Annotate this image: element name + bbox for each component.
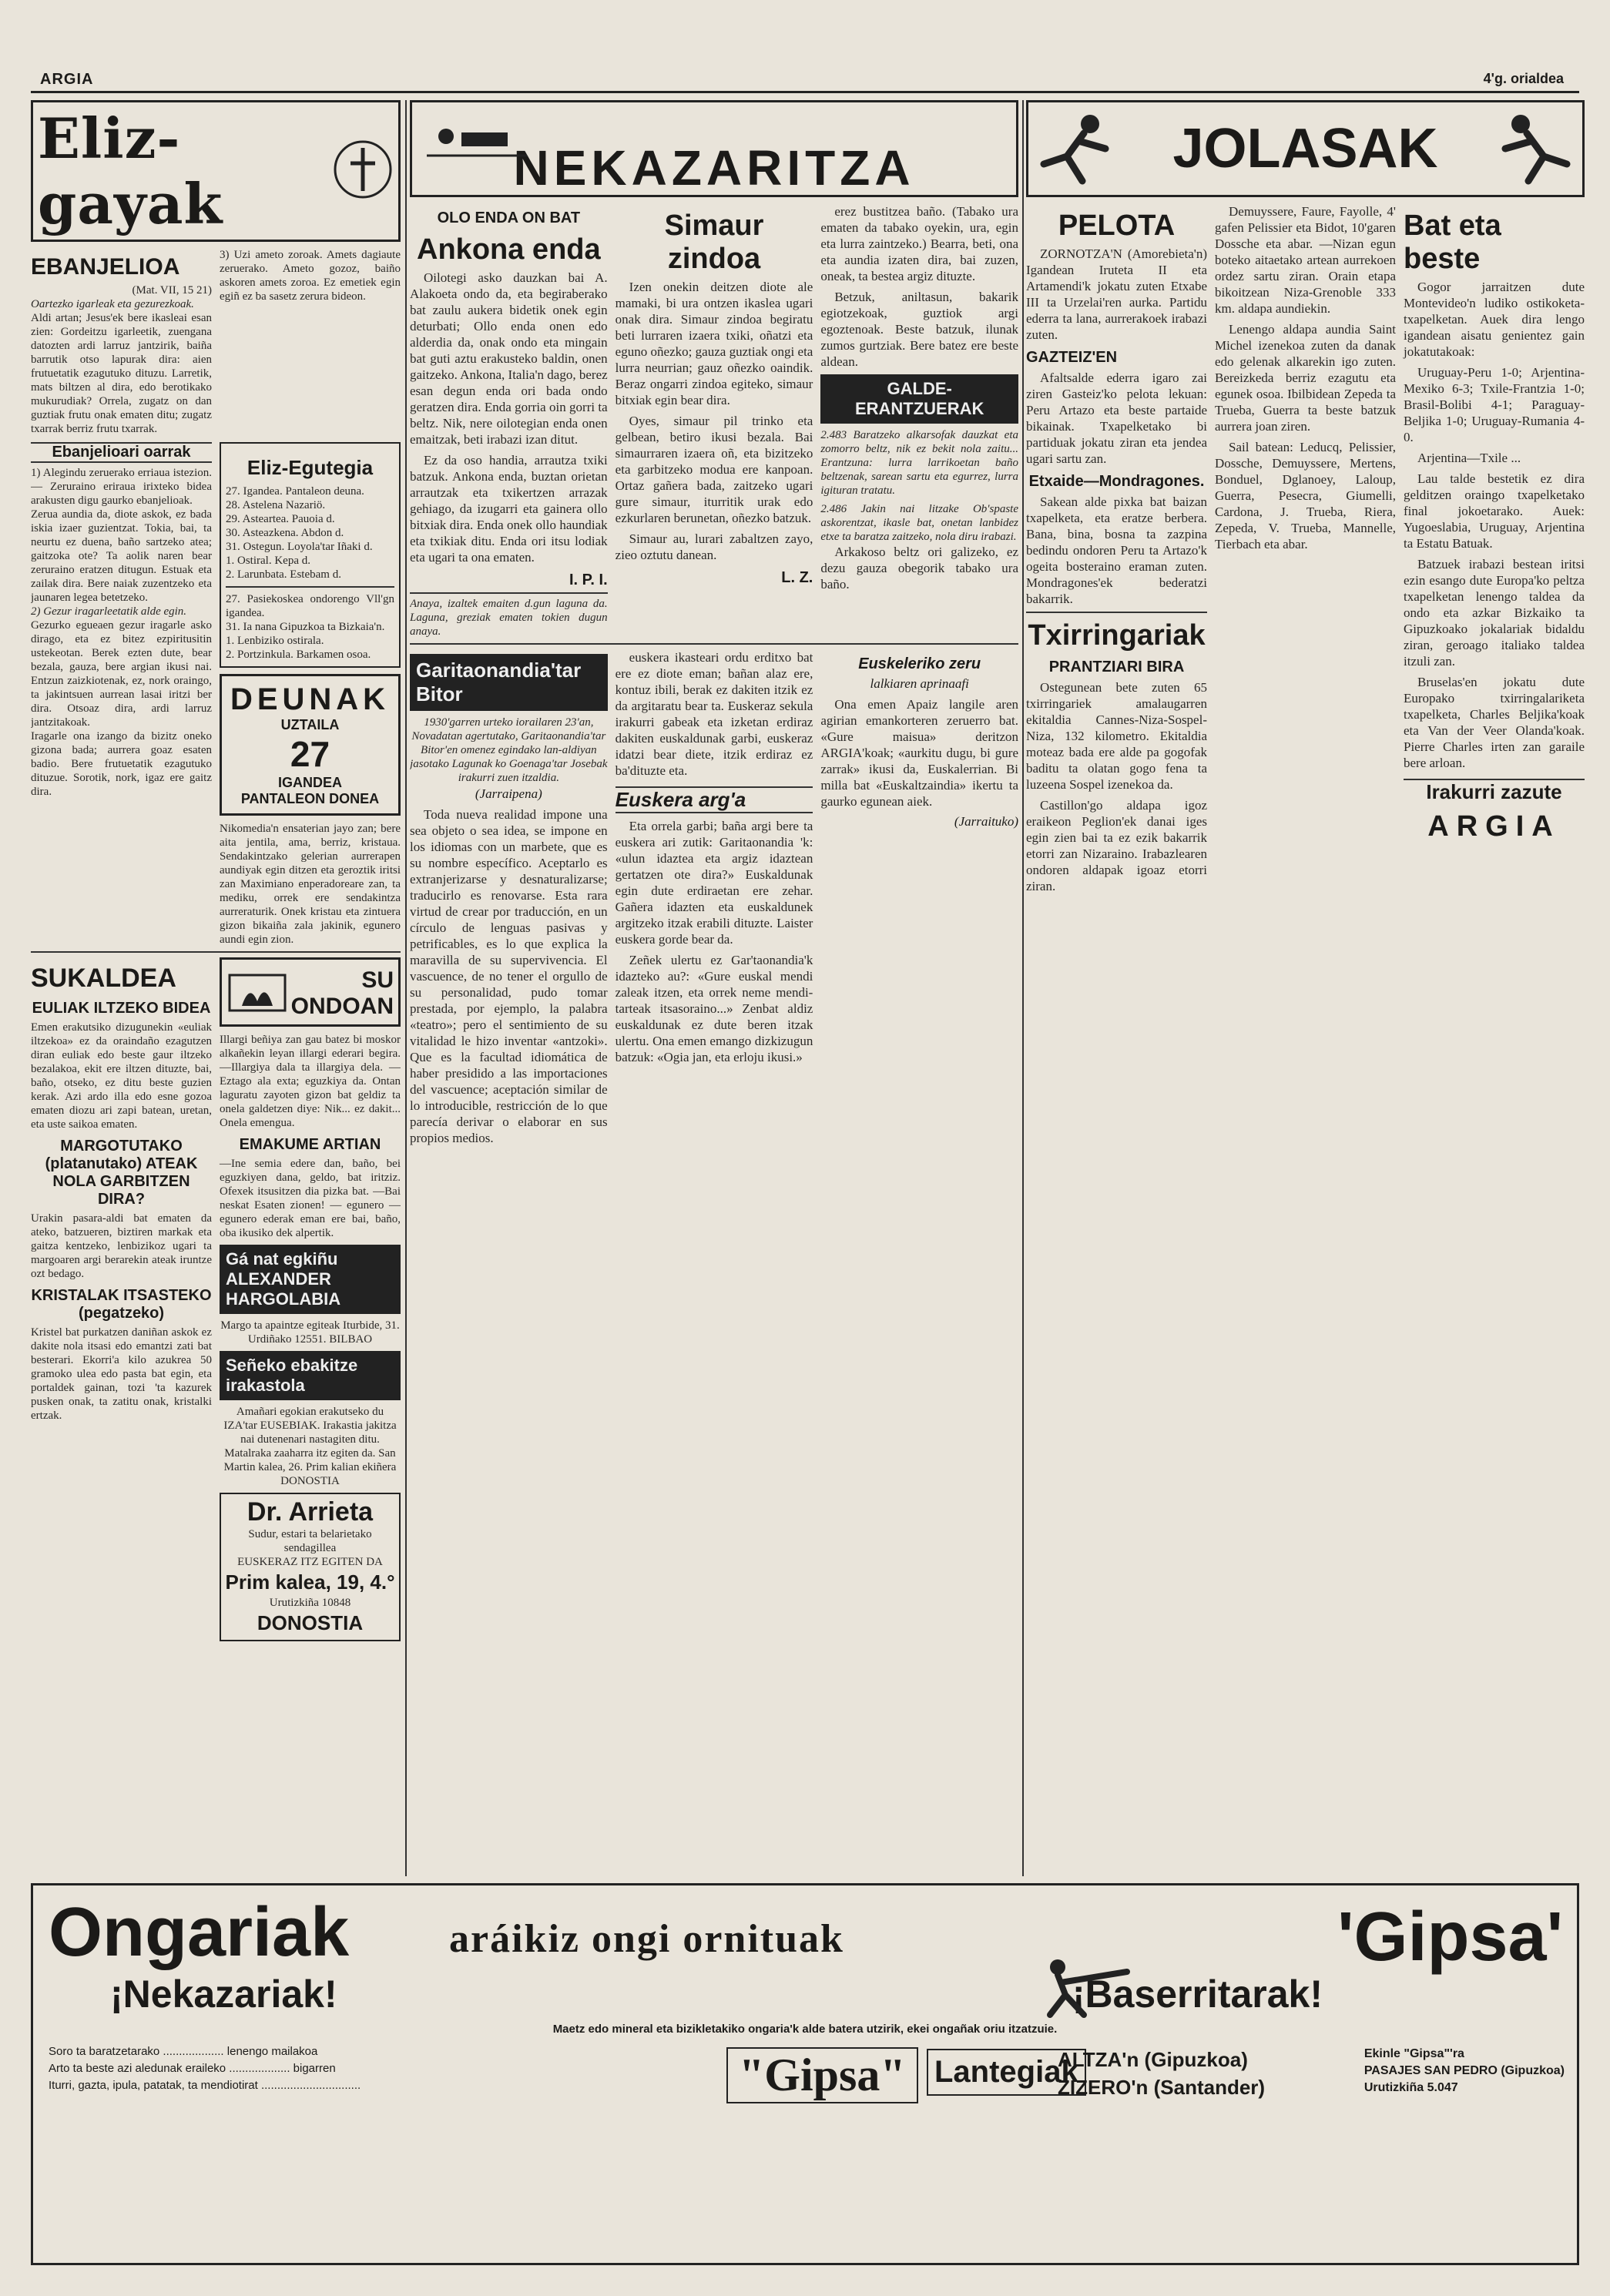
simaur-heading: Simaur zindoa bbox=[664, 209, 764, 275]
txirringariak-text-2: Castillon'go aldapa igoz eraikeon Peglion'ek danai iges egin zien bai ta ez ezik bakarrik etorri zan Nizaraino. Irabazlearen ondoren aldapak igoaz etorri ziran. bbox=[1026, 798, 1207, 893]
gipsa-advertisement bbox=[31, 1883, 1579, 2265]
gazteiz-heading: GAZTEIZ'EN bbox=[1026, 349, 1118, 366]
ankona-signature: I. P. I. bbox=[569, 571, 608, 588]
right-text: Demuyssere, Faure, Fayolle, 4' gafen Pelissier eta Bidot, 10'garen Dossche eta abar. —Nizan egun boteko aitaetako artean aurrekoen ordez sartu ziran. Orain etapa bikoitzean Niza-Grenoble 333 km. aldapa aundiekin. bbox=[1215, 204, 1396, 316]
ad-use-line: Soro ta baratzetarako ................... lenengo mailakoa bbox=[49, 2045, 318, 2058]
ankona-text-2: Ez da oso handia, arrautza txiki batzuk. Ankona enda, buztan orietan arrautzak eta txikertzen arrazak gehiago, da izugarri eta gainera ollo bitxiak dira. Enda onek ollo haundiak eta txikiak ditu. Enda ori itsu lodiak eta ugari ta ona ematen. bbox=[410, 453, 608, 565]
jolasak-banner bbox=[1026, 100, 1585, 197]
sower-icon bbox=[1035, 1956, 1142, 2021]
oarrak-2: 2) Gezur iragarleetatik alde egin. bbox=[31, 605, 187, 618]
ad-ongariak: Ongariak bbox=[49, 1894, 350, 1971]
su-ondoan-header bbox=[220, 957, 401, 1027]
farmer-plough-icon bbox=[423, 113, 531, 163]
ad-alexander-text: Margo ta apaintze egiteak Iturbide, 31. Urdiñako 12551. BILBAO bbox=[220, 1319, 400, 1346]
bat-text: Gogor jarraitzen dute Montevideo'n ludiko ostikoketa-txapelketan. Auek dira lengo igandean aisatu genientez gain jokatutakoak: bbox=[1404, 280, 1585, 359]
txirringariak-text: Ostegunean bete zuten 65 txirringariek amalaugarren ekitaldia Cannes-Niza-Sospel-Niza, 132 kilometro. Ekitaldia moteaz bada ere alde pa gogofak baditu ta olatan gogo fena ta luzeena Sospel izenekoa da. bbox=[1026, 680, 1207, 792]
ebanjelioa-heading: EBANJELIOA bbox=[31, 254, 180, 280]
anaya-quote: Anaya, izaltek emaiten d.gun laguna da. Laguna, greziak ematen tokien dugun anaya. bbox=[410, 592, 608, 639]
ad-baserritarak: ¡Baserritarak! bbox=[1072, 1973, 1323, 2016]
ad-gipsa-small: "Gipsa" bbox=[726, 2047, 918, 2103]
deunak-heading: DEUNAK bbox=[230, 682, 391, 716]
euskal-left-text: euskera ikasteari ordu erditxo bat ere ez diote eman; bañan alaz ere, kontuz ibili, berak ez dakiten itzik ez da argitaratu bear ta. Euskeraz sekula irakurri gabeak eta izketan erdiraz dakiten euskaldunak garbi, euskeraz idatzi bear diete, itzik erdiraz ez ba'dituzte eta. bbox=[615, 650, 813, 778]
euskera-argia-heading: Euskera arg'a bbox=[615, 786, 813, 813]
church-icon bbox=[332, 139, 394, 203]
ad-ekin-3: Urutizkiña 5.047 bbox=[1363, 2081, 1458, 2094]
bat-text-4: Bruselas'en jokatu dute Europako txirringalariketa txapelketa, Charles Beljika'koak eta Van der Veer Olanda'koak. Pierre Charles irten zan garaile bere arloan. bbox=[1404, 675, 1585, 770]
simaur-text-2: Oyes, simaur pil trinko eta gelbean, betiro ikusi bezala. Bai simaurraren izaera oñ, eta bizitzeko eta garbitzeko modua ere kanpoan. Ortaz gañera bada, zaitzeko ugari gure simaur, iturritik urak edo ezkurlaren berunetan, oñezko batzuk. bbox=[615, 414, 813, 525]
ad-lantegiak: Lantegiak bbox=[927, 2049, 1086, 2096]
deunak-day: 27 bbox=[290, 734, 330, 774]
egutegia-item: 29. Asteartea. Pauoia d. bbox=[226, 513, 335, 525]
runner-icon bbox=[1036, 110, 1121, 190]
ad-seneko-title: Señeko ebakitze irakastola bbox=[220, 1351, 401, 1400]
egutegia-list-2 bbox=[226, 592, 394, 662]
margotutako-heading: MARGOTUTAKO (platanutako) ATEAK NOLA GARBITZEN DIRA? bbox=[45, 1138, 198, 1208]
argia-footer: ARGIA bbox=[1427, 810, 1561, 843]
oarrak-heading: Ebanjelioari oarrak bbox=[31, 442, 212, 463]
egutegia-item: 27. Igandea. Pantaleon deuna. bbox=[226, 485, 364, 498]
garitaonandia-jarraipena: (Jarraipena) bbox=[475, 786, 542, 801]
baituz-text: erez bustitzea baño. (Tabako ura ematen da tabako oyekin, ura, egin eta lurra zaintzeko.) Bearra, beti, ona eta aundia izaten dira, bai zuzen, oneak, ta bestea argiz dituzte. bbox=[820, 204, 1018, 283]
euskera-text: Eta orrela garbi; baña argi bere ta euskera ari zutik: Garitaonandia 'k: «ulun idaztea eta argiz idaztean gertatzen ote dira?» Euskaldunak egin dute erdiraetan ere zehar. Gañera idazten eta euskaldunek argitzeko itzak erabili dituzte. Laister euskera gorde bear da. bbox=[615, 819, 813, 947]
ad-arrieta-addr: Prim kalea, 19, 4.° bbox=[225, 1570, 395, 1594]
kristalak-text: Kristel bat purkatzen daniñan askok ez dakite nola itsasi edo emantzi zati bat besterari. Ekorri'a kilo azukrea 50 gramoko ulea edo pasta bat egin, eta portaldek gainan, tozi 'ta kazurek pusken onak, ta zatitu onak, kristalki ertzak. bbox=[31, 1326, 212, 1422]
euliak-text: Emen erakutsiko dizugunekin «euliak iltzekoa» ez da oraindaño ezagutzen diran euliak edo beste gaur iltzeko bezalakoa, ekit ere iltzen dituzte, bai, baño, otseko, ez ditu beste guzien kerak. Azi ardo illa edo esne gozoa ematen diozu ari zapi batean, uretan, eta uste saikoa ematen. bbox=[31, 1021, 212, 1131]
euskaleriko-sub: lalkiaren aprinaafi bbox=[870, 676, 969, 691]
ad-araikiz: aráikiz ongi ornituak bbox=[449, 1917, 844, 1961]
ad-factory-locations bbox=[1058, 2046, 1265, 2101]
bat-eta-beste-heading: Bat eta beste bbox=[1404, 209, 1501, 275]
ebanjelioa-items: 3) Uzi ameto zoroak. Amets dagiaute zeruerako. Ameto gozoz, baiño askoren amets zoroa. Ez emetiek egin egiñ ez ba sasetz zerura bideon. bbox=[220, 249, 401, 303]
bat-results: Uruguay-Peru 1-0; Arjentina-Mexiko 6-3; Txile-Frantzia 1-0; Brasil-Bolibi 4-1; Paraguay-Beljika 1-0; Uruguay-Rumania 4-0. bbox=[1404, 365, 1585, 444]
pelota-text: ZORNOTZA'N (Amorebieta'n) Igandean Iruteta II eta Artamendi'k jokatu zuten Etxabe III ta Urzelai'ren aurka. Partidu ederra ta lana, aurrerakoek irabazi zuten. bbox=[1026, 246, 1207, 342]
oarrak-text: Zerua aundia da, diote askok, ez bada iskia izaer guzientzat. Tokia, bai, ta neurtu ez duena, baño sartzeko atea; gaitzoka ote? Ta aolik naren bear zeruraino eratzen ditugun. Estuak eta zailak dira. Bere naiak zuzentzeko eta jaunaren legea betetzeko. bbox=[31, 508, 212, 604]
column-religion bbox=[31, 100, 401, 1876]
jolasak-title: JOLASAK bbox=[1172, 118, 1438, 179]
emakume-text: —Ine semia edere dan, baño, bei eguzkiyen dana, geldo, bat iritziz. Ofexek itsusitzen dia pizka bat. —Bai neskat Esaten zionen! — egunero — egunero ederak eman ere bai, baño, oba ikusiko dek alpertik. bbox=[220, 1158, 401, 1239]
txirringariak-results: Sail batean: Leducq, Pelissier, Dossche, Demuyssere, Mertens, Bonduel, Dglanoey, Laloup, Guerra, Pesecra, Giumelli, Cardona, J. Trueba, Riera, Zepeda, V. Trueba, Mannelle, Tierbach eta abar. bbox=[1215, 440, 1396, 551]
column-sports bbox=[1026, 100, 1585, 1876]
garitaonandia-heading: Garitaonandia'tar Bitor bbox=[410, 654, 608, 711]
su-ondoan-heading: SU ONDOAN bbox=[290, 967, 394, 1019]
bat-text-3: Batzuek irabazi bestean iritsi ezin esango dute Europa'ko peltza txapelketan lenengo taldea da ondo eta azkar Bizkaiko ta Gipuzkoako jokalariak bidaldu ziran, geroago italiako taldea itzuli zan. bbox=[1404, 557, 1585, 669]
egutegia-heading: Eliz-Egutegia bbox=[247, 456, 374, 479]
section-title-eliz-gayak: Eliz-gayak bbox=[38, 106, 223, 236]
ad-nekazariak: ¡Nekazariak! bbox=[110, 1973, 337, 2016]
olo-enda-kicker: OLO ENDA ON BAT bbox=[437, 209, 581, 226]
deunak-text: Nikomedia'n ensaterian jayo zan; bere aita jentila, ama, berriz, kristaua. Sendakintzako gelerian aurrerapen aundiyak egin ditzen eta geroztik iritsi zan Maximiano enperadoreare zan, ta mediku, orrek ere sendakintza aurreraturik. Onek kristau eta zintuera gizon bikaiña zala jakinik, egunero aundi egin zion. bbox=[220, 823, 401, 946]
sukaldea-heading: SUKALDEA bbox=[31, 964, 176, 993]
egutegia-item: 28. Astelena Nazariö. bbox=[226, 499, 326, 511]
bat-text-2: Lau talde bestetik ez dira gelditzen oraingo txapelketako final jokoetarako. Auek: Yugoeslabia, Uruguay, Arjentina ta Estatu Batuak. bbox=[1404, 471, 1585, 551]
egutegia-item: 30. Asteazkena. Abdon d. bbox=[226, 527, 344, 539]
margotutako-text: Urakin pasara-aldi bat ematen da ateko, batzueren, biztiren markak eta gaitza kentzeko, lenbizikoz ugari ta margoaren argi berarekin ateak iruntze ozt bedago. bbox=[31, 1212, 212, 1280]
simaur-text-3: Simaur au, lurari zabaltzen zayo, zieo oztutu danean. bbox=[615, 531, 813, 562]
column-divider bbox=[405, 100, 407, 1876]
prantziari-bira-heading: PRANTZIARI BIRA bbox=[1048, 659, 1185, 675]
pelota-more: Sakean alde pixka bat baizan txapelketa, eta eratze berbera. Bana, bina, bosna ta zazpina bedindu ondoren Peru ta Artazo'k ogeita bosteraino eraman zuten. Mondragones'ek bederatzi bakarrik. bbox=[1026, 494, 1207, 606]
txirringariak-heading: Txirringariak bbox=[1028, 619, 1206, 652]
ad-zizero: ZIZERO'n (Santander) bbox=[1058, 2076, 1266, 2099]
ad-use-line: Iturri, gazta, ipula, patatak, ta mendiotirat ............................... bbox=[49, 2079, 361, 2092]
ebanjelioa-ref: (Mat. VII, 15 21) bbox=[132, 284, 212, 297]
garitaonandia-text: Toda nueva realidad impone una sea objeto o sea idea, se impone en los idiomas con un marbete, que es su nombre específico. Aceptarlo es extranjerizarse y desnaturalizarse; traducirlo es renovarse. Esta rara virtud de crear por traducción, en un círculo de lenguas pasivas y petrificables, es lo que explica la maravilla de su supervivencia. El vascuence, de no tener el orgullo de su personalidad, pudo tomar prestada, por ejemplo, la palabra «teatro»; pero el sentimiento de su vitalidad le hizo inventar «antzoki». Que es la facultad idiomática de haber presidido a las importaciones del vascuence; aceptación similar de lo introducible, restricción de lo que parecía derivar o elaborar en sus propios medios. bbox=[410, 807, 608, 1145]
euskera-text-2: Zeñek ulertu ez Gar'taonandia'k idazteko au?: «Gure euskal mendi zaleak itzen, eta orrek neme mendi-tarteak itsasoraino...» Zenbat aldiz euskaldunak ez dute beren itzak ulertu. Ona emen emango dizkizugun batzuk: «Ogia jan, eta erloju ikusi.» bbox=[615, 953, 813, 1064]
ad-use-line: Arto ta beste azi aledunak eraileko ................... bigarren bbox=[49, 2062, 336, 2075]
ebanjelioa-text: Aldi artan; Jesus'ek bere ikasleai esan zien: Gordeitzu igarleetik, zuengana datozten ardi larruz jantzirik, baiña barrutik otso lapurak dira: aien frutuetatik ezagutuko dituzu. Larretik, mats biltzen al dira, edo berotikako mukurudiak? Orrela, zugatz on dan guztiak frutu onak ematen ditu; zugatz txarrak berriz frutu txarrak. bbox=[31, 312, 212, 435]
egutegia-item: 27. Pasiekoskea ondorengo Vll'gn igandea. bbox=[226, 593, 394, 619]
ad-alexander-title: Gá nat egkiñu ALEXANDER HARGOLABIA bbox=[220, 1245, 401, 1314]
simaur-signature: L. Z. bbox=[781, 569, 813, 586]
ankona-heading: Ankona enda bbox=[417, 233, 601, 266]
kristalak-heading: KRISTALAK ITSASTEKO (pegatzeko) bbox=[31, 1287, 212, 1322]
ad-gipsa-brand: 'Gipsa' bbox=[1337, 1899, 1563, 1976]
ad-arrieta-name: Dr. Arrieta bbox=[247, 1497, 374, 1527]
garitaonandia-sub: 1930'garren urteko iorailaren 23'an, Novadatan agertutako, Garitaonandia'tar Bitor'en omenez egindako lan-aldiyan jasotako Lagunak ko Goenaga'tar Josebak irakurri zuen itzaldia. bbox=[410, 716, 608, 784]
egutegia-item: 1. Ostiral. Kepa d. bbox=[226, 555, 310, 567]
simaur-text: Izen onekin deitzen diote ale mamaki, bi ura ontzen ikaslea ugari onak dira. Simaur zindoa begiratu beti lurraren izaera txiki, oñatzi eta eguno oñezko; gauza guztiak ongi eta lurra neurrian; gauz oñezko oaindik. Beraz ongarri zindoa egiteko, simaur bitxiak egin bear dira. bbox=[615, 280, 813, 407]
arjentina-line: Arjentina—Txile ... bbox=[1417, 451, 1521, 465]
oarrak-3: Iragarle ona izango da bizitz oneko gizona bada; aurrera goaz esaten badio. Bere frutuetatik ezagutuko dituzue. Sorotik, nork, igaz ere gaitz dira. bbox=[31, 730, 212, 798]
euskaleriko-heading: Euskeleriko zeru bbox=[858, 655, 981, 672]
fireplace-icon bbox=[226, 967, 288, 1017]
euliak-heading: EULIAK ILTZEKO BIDEA bbox=[32, 1000, 211, 1017]
nekazaritza-banner bbox=[410, 100, 1018, 197]
ebanjelioa-intro: Oartezko igarleak eta gezurezkoak. bbox=[31, 298, 194, 310]
ad-ekin-2: PASAJES SAN PEDRO (Gipuzkoa) bbox=[1363, 2064, 1565, 2077]
ad-uses-list bbox=[49, 2043, 649, 2094]
pelota-heading: PELOTA bbox=[1058, 209, 1176, 242]
galde-text-2: 2.486 Jakin nai litzake Ob'spaste askorentzat, ikasle bat, onetan lanbidez etxe ta baratza zaitzeko, nola diru irabazi. bbox=[820, 503, 1018, 543]
ad-altza: ALTZA'n (Gipuzkoa) bbox=[1058, 2048, 1248, 2071]
column-agriculture bbox=[410, 100, 1018, 1876]
ad-maeztu-line: Maetz edo mineral eta bizikletakiko ongaria'k alde batera utzirik, ekei ongañak oriu itzatzuie. bbox=[552, 2023, 1058, 2036]
galde-heading: GALDE-ERANTZUERAK bbox=[820, 374, 1018, 424]
egutegia-item: 31. Ia nana Gipuzkoa ta Bizkaia'n. bbox=[226, 621, 385, 633]
emakume-heading: EMAKUME ARTIAN bbox=[239, 1136, 381, 1153]
right-text-2: Lenengo aldapa aundia Saint Michel izenekoa zuten da danak edo gelenak alkarekin igo zuten. Bereizkeda berriz ezagutu eta egunek osoa. Ibilbidean Zepeda ta Trueba, Guerra ta beste batzuk aurrera joan ziren. bbox=[1215, 322, 1396, 434]
deunak-weekday: IGANDEA bbox=[277, 775, 342, 790]
egutegia-item: 31. Ostegun. Loyola'tar Iñaki d. bbox=[226, 541, 373, 553]
galde-text: 2.483 Baratzeko alkarsofak dauzkat eta zomorro beltz, nik ez bekit nola zaitu... Erantzuna: lurra larrikoetan baño beltzenak, sarean sartu eta egurrez, lurra igituran tratatu. bbox=[820, 429, 1018, 497]
column-divider bbox=[1022, 100, 1024, 1876]
egutegia-list bbox=[226, 484, 394, 582]
runner-icon bbox=[1490, 110, 1575, 190]
egutegia-item: 2. Portzinkula. Barkamen osoa. bbox=[226, 649, 371, 661]
ad-arrieta-lang: EUSKERAZ ITZ EGITEN DA bbox=[237, 1556, 383, 1568]
ad-arrieta-tel: Urutizkiña 10848 bbox=[269, 1597, 351, 1609]
ankona-text: Oilotegi asko dauzkan bai A. Alakoeta ondo da, eta begiraberako bat zaulu aukera bidetik onek egin deturbati; Ollo enda onen edo alderdia da, onak ondo eta mingain bat guti aztu erakusteko baldin, onen gaitzeko. Ankona, Italia'n dago, berez esan degun enda ori bada ondo geratzen dira. Enda gorria oin gorri ta beltz. Nik, nere oilotegian enda onen emaitzak, beti irabazi izan ditut. bbox=[410, 270, 608, 447]
irakurri-zazute: Irakurri zazute bbox=[1404, 779, 1585, 804]
oarrak-text-2: Gezurko egueaen gezur iragarle asko dirago, eta ez bitez ezpiritusitin ustekeotan. Berek ezten dute, bear bezala, gauza, bere argian ikusi nai. Entzun zaizkiotenak, ez, nork oraingo, ta jakintsuen aurrean lasai iritzi ber dira. Otsoaz dira, ardi larruz jantzitakoak. bbox=[31, 619, 212, 729]
ad-ekin-1: Ekinle "Gipsa"'ra bbox=[1363, 2047, 1464, 2060]
ad-arrieta bbox=[220, 1493, 401, 1641]
su-ondoan-text: Illargi beñiya zan gau batez bi moskor alkañekin leyan illargi ederari begira. —Illargiya dala ta illargiya dela. —Eztago ala exta; eguzkiya da. Ontan laguratu zayoten gizon bat geldiz ta onela galdetzen diye: Nik... ez dakit... Onela emengua. bbox=[220, 1034, 401, 1129]
gazteiz-text: Afaltsalde ederra igaro zai ziren Gasteiz'ko pelota lekuan: Peru Artazo eta beste partaide bikainak. Txapelketako bi partiduak jokatu ziran eta jendea ugari sartu zan. bbox=[1026, 370, 1207, 466]
deunak-box bbox=[220, 674, 401, 816]
arkakoso-text: Arkakoso beltz ori galizeko, ez dezu gauza obegorik tabako ura baño. bbox=[820, 545, 1018, 592]
jarraituko: (Jarraituko) bbox=[954, 814, 1018, 829]
bestalde-text: Betzuk, aniltasun, bakarik egiotzekoak, guztiok argi egoztenoak. Beste batzuk, ilunak zumos gurtziak. Bere batez ere beste aldean. bbox=[820, 290, 1018, 369]
section-header-eliz-gayak bbox=[31, 100, 401, 242]
egutegia-item: 1. Lenbiziko ostirala. bbox=[226, 635, 324, 647]
euskaleriko-text: Ona emen Apaiz langile aren agirian emankorteren zeruerro bat. «Gure maisua» deritzon ARGIA'koak; «aurkitu dugu, bi gure zarrak» ikusi da, Euskalerrian. Bi milla bat «Euskaltzaindia» ikertu ta gaurko egunean aiek. bbox=[820, 697, 1018, 809]
nekazaritza-title: NEKAZARITZA bbox=[513, 140, 915, 196]
deunak-month: UZTAILA bbox=[280, 717, 340, 732]
header-masthead: ARGIA bbox=[40, 71, 94, 88]
ad-arrieta-spec: Sudur, estari ta belarietako sendagillea bbox=[248, 1528, 372, 1554]
mondragones-line: Etxaide—Mondragones. bbox=[1028, 473, 1205, 490]
ad-arrieta-city: DONOSTIA bbox=[257, 1611, 364, 1634]
egutegia-item: 2. Larunbata. Estebam d. bbox=[226, 568, 341, 581]
ad-seneko-text: Amañari egokian erakutseko du IZA'tar EUSEBIAK. Irakastia jakitza nai dutenenari nastagiten ditu. Matalraka zaaharra itz egiten da. San Martin kalea, 26. Prim kalian ekiñera DONOSTIA bbox=[223, 1406, 397, 1487]
header-page-number: 4'g. orialdea bbox=[1483, 71, 1564, 86]
oarrak-1: 1) Alegindu zeruerako erriaua istezion. — Zeruraino eriraua irixteko bidea arakusten digu gaurko ebanjelioak. bbox=[31, 467, 212, 507]
ad-contact bbox=[1364, 2046, 1565, 2097]
deunak-saint: PANTALEON DONEA bbox=[240, 791, 380, 806]
header-rule bbox=[31, 91, 1579, 93]
